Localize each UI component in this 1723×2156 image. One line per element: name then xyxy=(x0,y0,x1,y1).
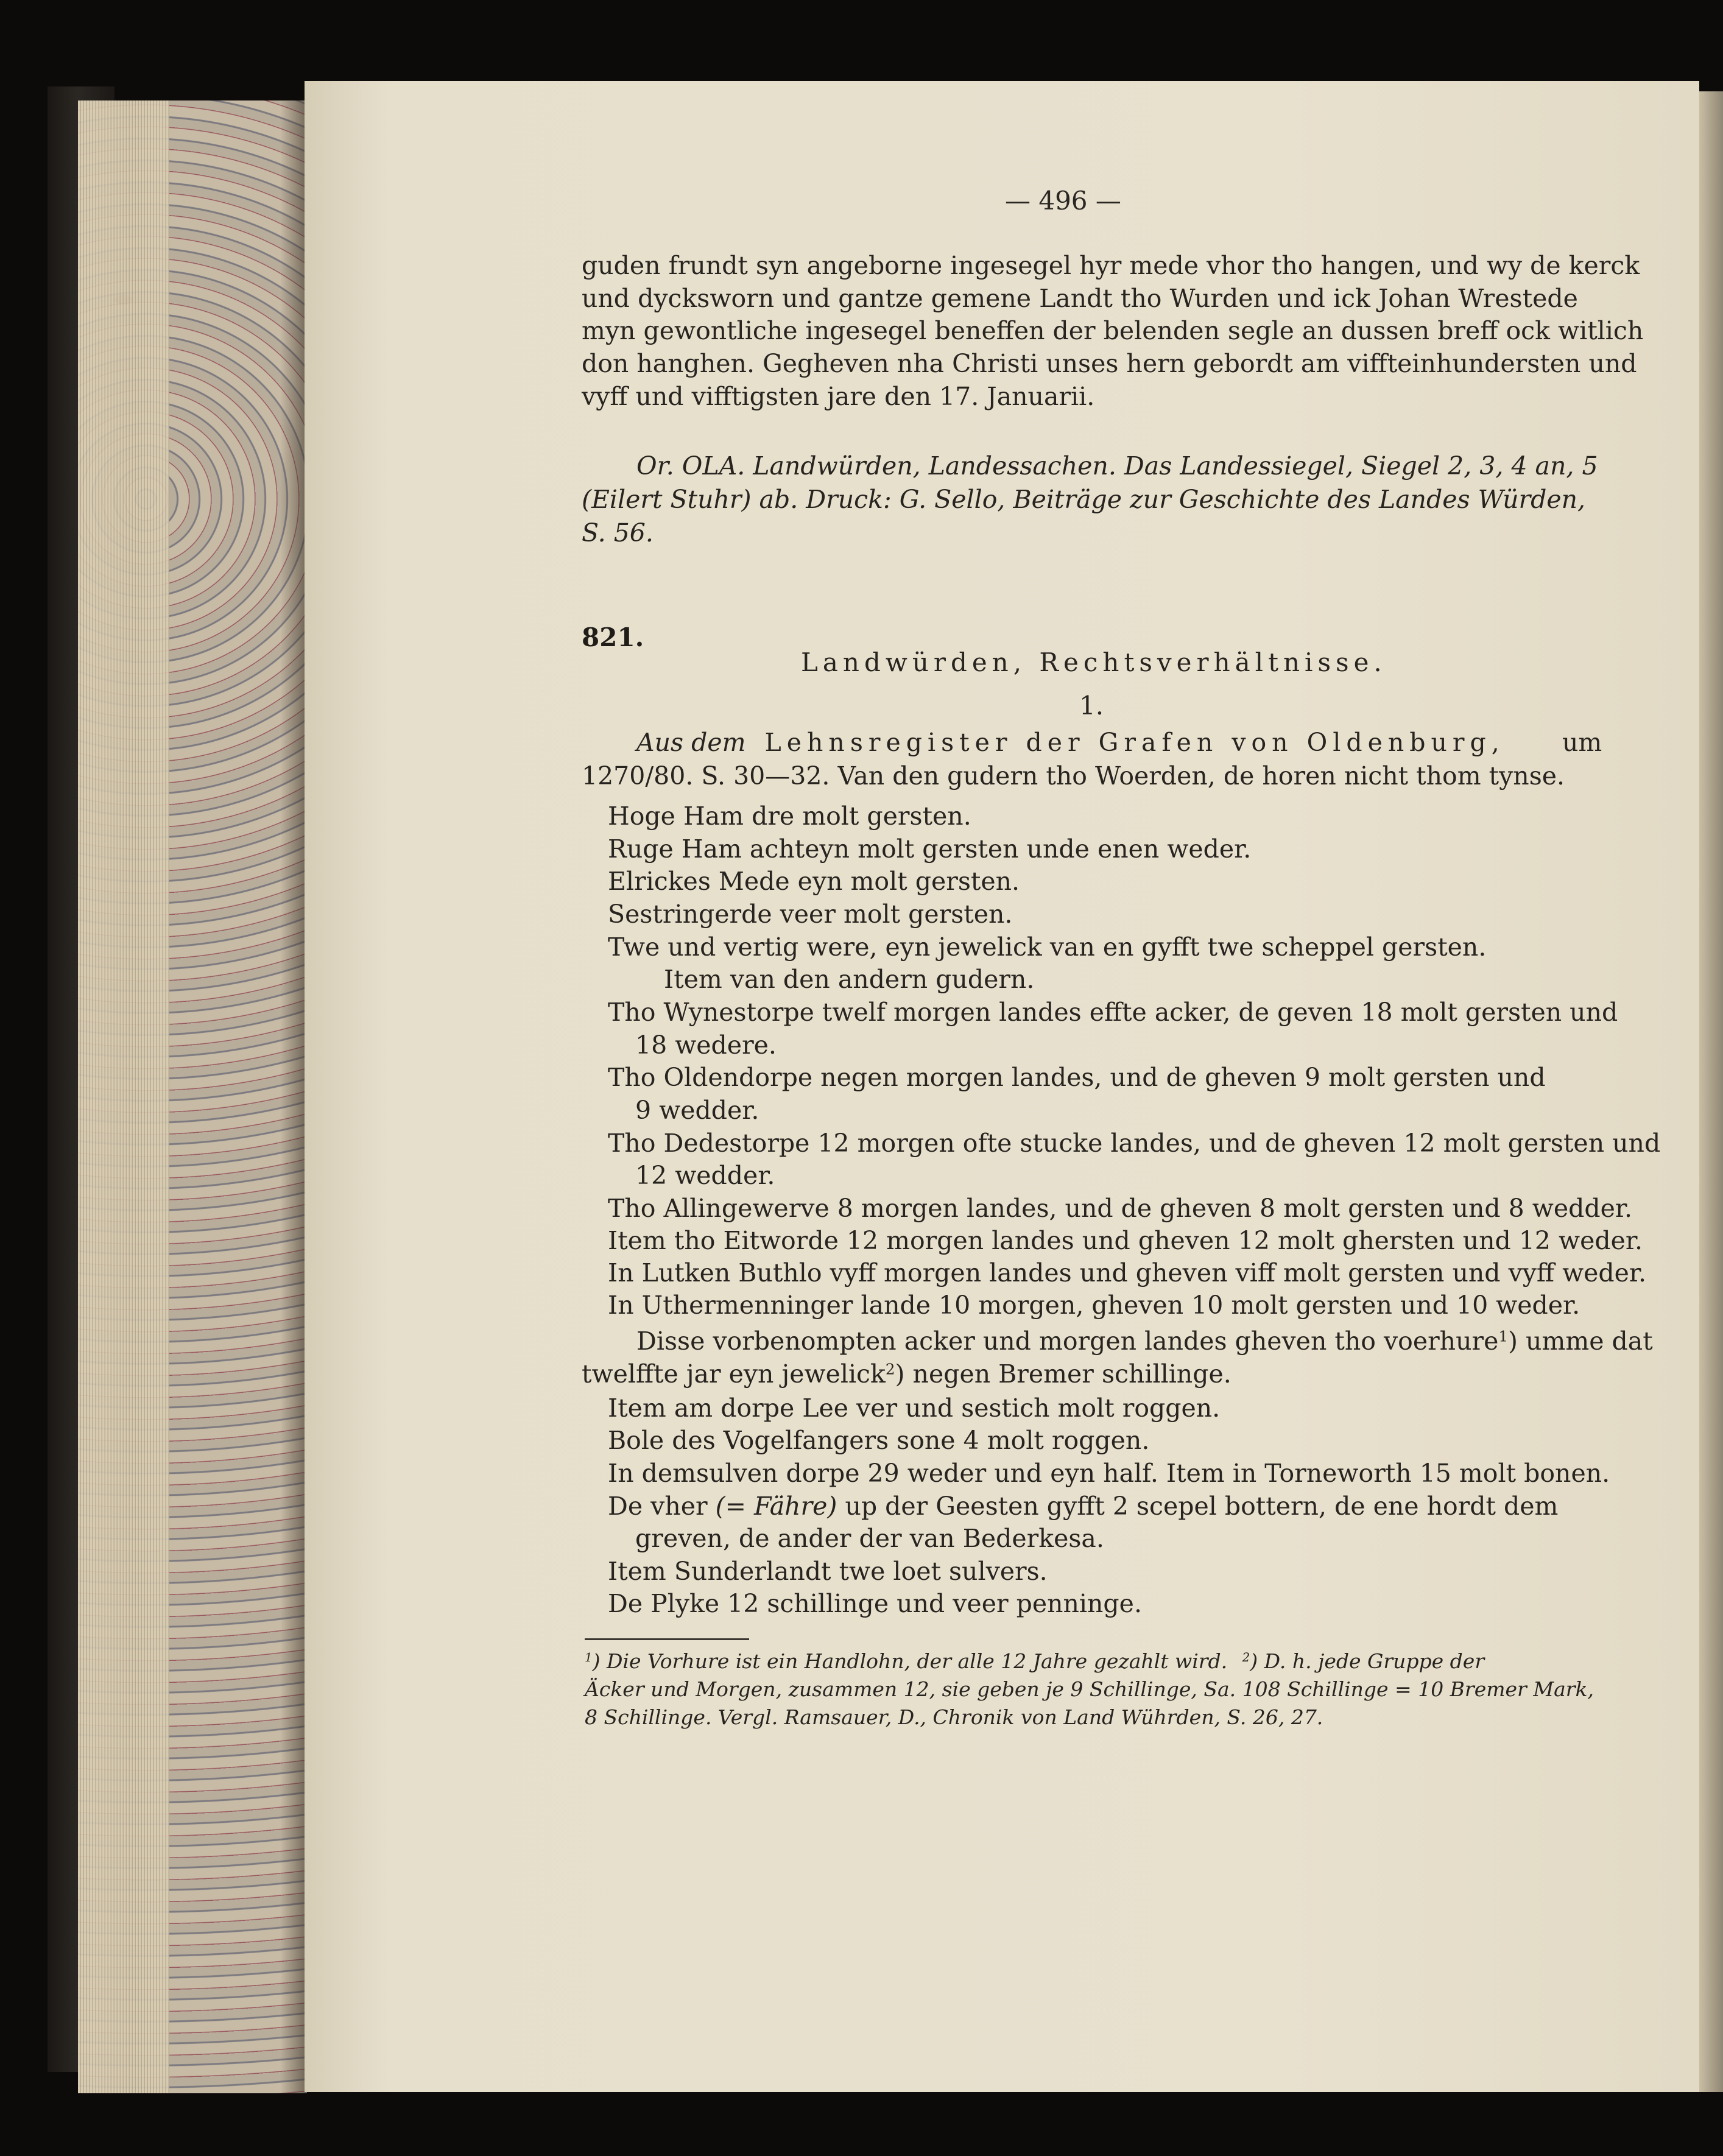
body-line: Hoge Ham dre molt gersten. xyxy=(608,801,971,831)
body-line: De Plyke 12 schillinge und veer penninge. xyxy=(608,1589,1142,1618)
edge-shadow xyxy=(280,100,305,2093)
body-line: 18 wedere. xyxy=(635,1030,777,1060)
body-line: greven, de ander der van Bederkesa. xyxy=(635,1524,1104,1553)
footnote-mark: 1 xyxy=(585,1650,593,1665)
body-line: Tho Dedestorpe 12 morgen ofte stucke landes, und de gheven 12 molt gersten und xyxy=(608,1129,1661,1158)
disse-line xyxy=(582,1359,1231,1389)
body-line: In demsulven dorpe 29 weder und eyn half. Item in Torneworth 15 molt bonen. xyxy=(608,1459,1610,1488)
intro-um: um xyxy=(1562,728,1602,757)
body-line: Tho Wynestorpe twelf morgen landes effte acker, de geven 18 molt gersten und xyxy=(608,998,1618,1027)
footnote-line xyxy=(585,1649,1484,1673)
disse-text: ) negen Bremer schillinge. xyxy=(895,1359,1231,1389)
text-line: don hanghen. Gegheven nha Christi unses hern gebordt am viffteinhundersten und xyxy=(582,349,1637,378)
stacked-pages xyxy=(78,100,169,2093)
body-line: Bole des Vogelfangers sone 4 molt roggen. xyxy=(608,1426,1150,1455)
body-line: 9 wedder. xyxy=(635,1096,759,1125)
footnote-line: 8 Schillinge. Vergl. Ramsauer, D., Chronik von Land Wührden, S. 26, 27. xyxy=(585,1705,1323,1729)
text-line: guden frundt syn angeborne ingesegel hyr mede vhor tho hangen, und wy de kerck xyxy=(582,251,1640,280)
marbled-page-edge xyxy=(78,100,307,2093)
text-line: und dycksworn und gantze gemene Landt tho Wurden und ick Johan Wrestede xyxy=(582,284,1578,313)
intro-line xyxy=(636,728,1505,757)
text-line: myn gewontliche ingesegel beneffen der belenden segle an dussen breff ock witlich xyxy=(582,316,1644,345)
footnote-ref: 1 xyxy=(1498,1327,1509,1345)
body-line: Item Sunderlandt twe loet sulvers. xyxy=(608,1557,1048,1586)
source-note-line: (Eilert Stuhr) ab. Druck: G. Sello, Beiträge zur Geschichte des Landes Würden, xyxy=(582,485,1586,514)
vher-text: De vher xyxy=(608,1492,708,1521)
entry-title: Landwürden, Rechtsverhältnisse. xyxy=(801,647,1387,677)
facing-page-edge xyxy=(1699,91,1723,2092)
footnote-ref: 2 xyxy=(885,1360,895,1378)
footnote-line: Äcker und Morgen, zusammen 12, sie geben je 9 Schillinge, Sa. 108 Schillinge = 10 Bremer Mark, xyxy=(585,1677,1594,1701)
register-title: Lehnsregister der Grafen von Oldenburg, xyxy=(764,728,1505,757)
source-note-line: Or. OLA. Landwürden, Landessachen. Das Landessiegel, Siegel 2, 3, 4 an, 5 xyxy=(636,451,1598,481)
disse-text: Disse vorbenompten acker und morgen landes gheven tho voerhure xyxy=(636,1326,1499,1356)
source-note-line: S. 56. xyxy=(582,518,654,548)
vher-line xyxy=(608,1492,1558,1521)
disse-line xyxy=(636,1326,1653,1356)
footnote-text: ) Die Vorhure ist ein Handlohn, der alle 12 Jahre gezahlt wird. xyxy=(592,1649,1228,1673)
disse-text: twelffte jar eyn jewelick xyxy=(582,1359,886,1389)
aus-dem: Aus dem xyxy=(636,728,746,757)
body-line: Tho Allingewerve 8 morgen landes, und de gheven 8 molt gersten und 8 wedder. xyxy=(608,1194,1633,1223)
section-number: 1. xyxy=(1079,691,1104,720)
footnote-mark: 2 xyxy=(1242,1650,1250,1665)
body-line: Sestringerde veer molt gersten. xyxy=(608,900,1013,929)
footnote-divider xyxy=(585,1638,749,1640)
entry-number: 821. xyxy=(582,622,644,652)
disse-text: ) umme dat xyxy=(1508,1326,1653,1356)
body-line: Ruge Ham achteyn molt gersten unde enen weder. xyxy=(608,834,1252,864)
page-number: — 496 — xyxy=(1005,186,1121,216)
body-line: In Uthermenninger lande 10 morgen, gheven 10 molt gersten und 10 weder. xyxy=(608,1291,1580,1320)
body-line: Elrickes Mede eyn molt gersten. xyxy=(608,867,1020,896)
body-line: Twe und vertig were, eyn jewelick van en gyfft twe scheppel gersten. xyxy=(608,932,1487,962)
vher-text: up der Geesten gyfft 2 scepel bottern, de ene hordt dem xyxy=(845,1492,1559,1521)
body-line: 12 wedder. xyxy=(635,1161,775,1190)
body-line: Tho Oldendorpe negen morgen landes, und de gheven 9 molt gersten und xyxy=(608,1063,1546,1092)
footnote-text: ) D. h. jede Gruppe der xyxy=(1250,1649,1485,1673)
intro-line: 1270/80. S. 30—32. Van den gudern tho Woerden, de horen nicht thom tynse. xyxy=(582,761,1565,791)
body-line: Item tho Eitworde 12 morgen landes und gheven 12 molt ghersten und 12 weder. xyxy=(608,1226,1643,1255)
body-line: Item van den andern gudern. xyxy=(664,965,1035,994)
text-line: vyff und vifftigsten jare den 17. Januarii. xyxy=(582,382,1095,411)
body-line: In Lutken Buthlo vyff morgen landes und gheven viff molt gersten und vyff weder. xyxy=(608,1258,1647,1288)
vher-gloss: (= Fähre) xyxy=(715,1492,837,1521)
body-line: Item am dorpe Lee ver und sestich molt roggen. xyxy=(608,1393,1221,1423)
